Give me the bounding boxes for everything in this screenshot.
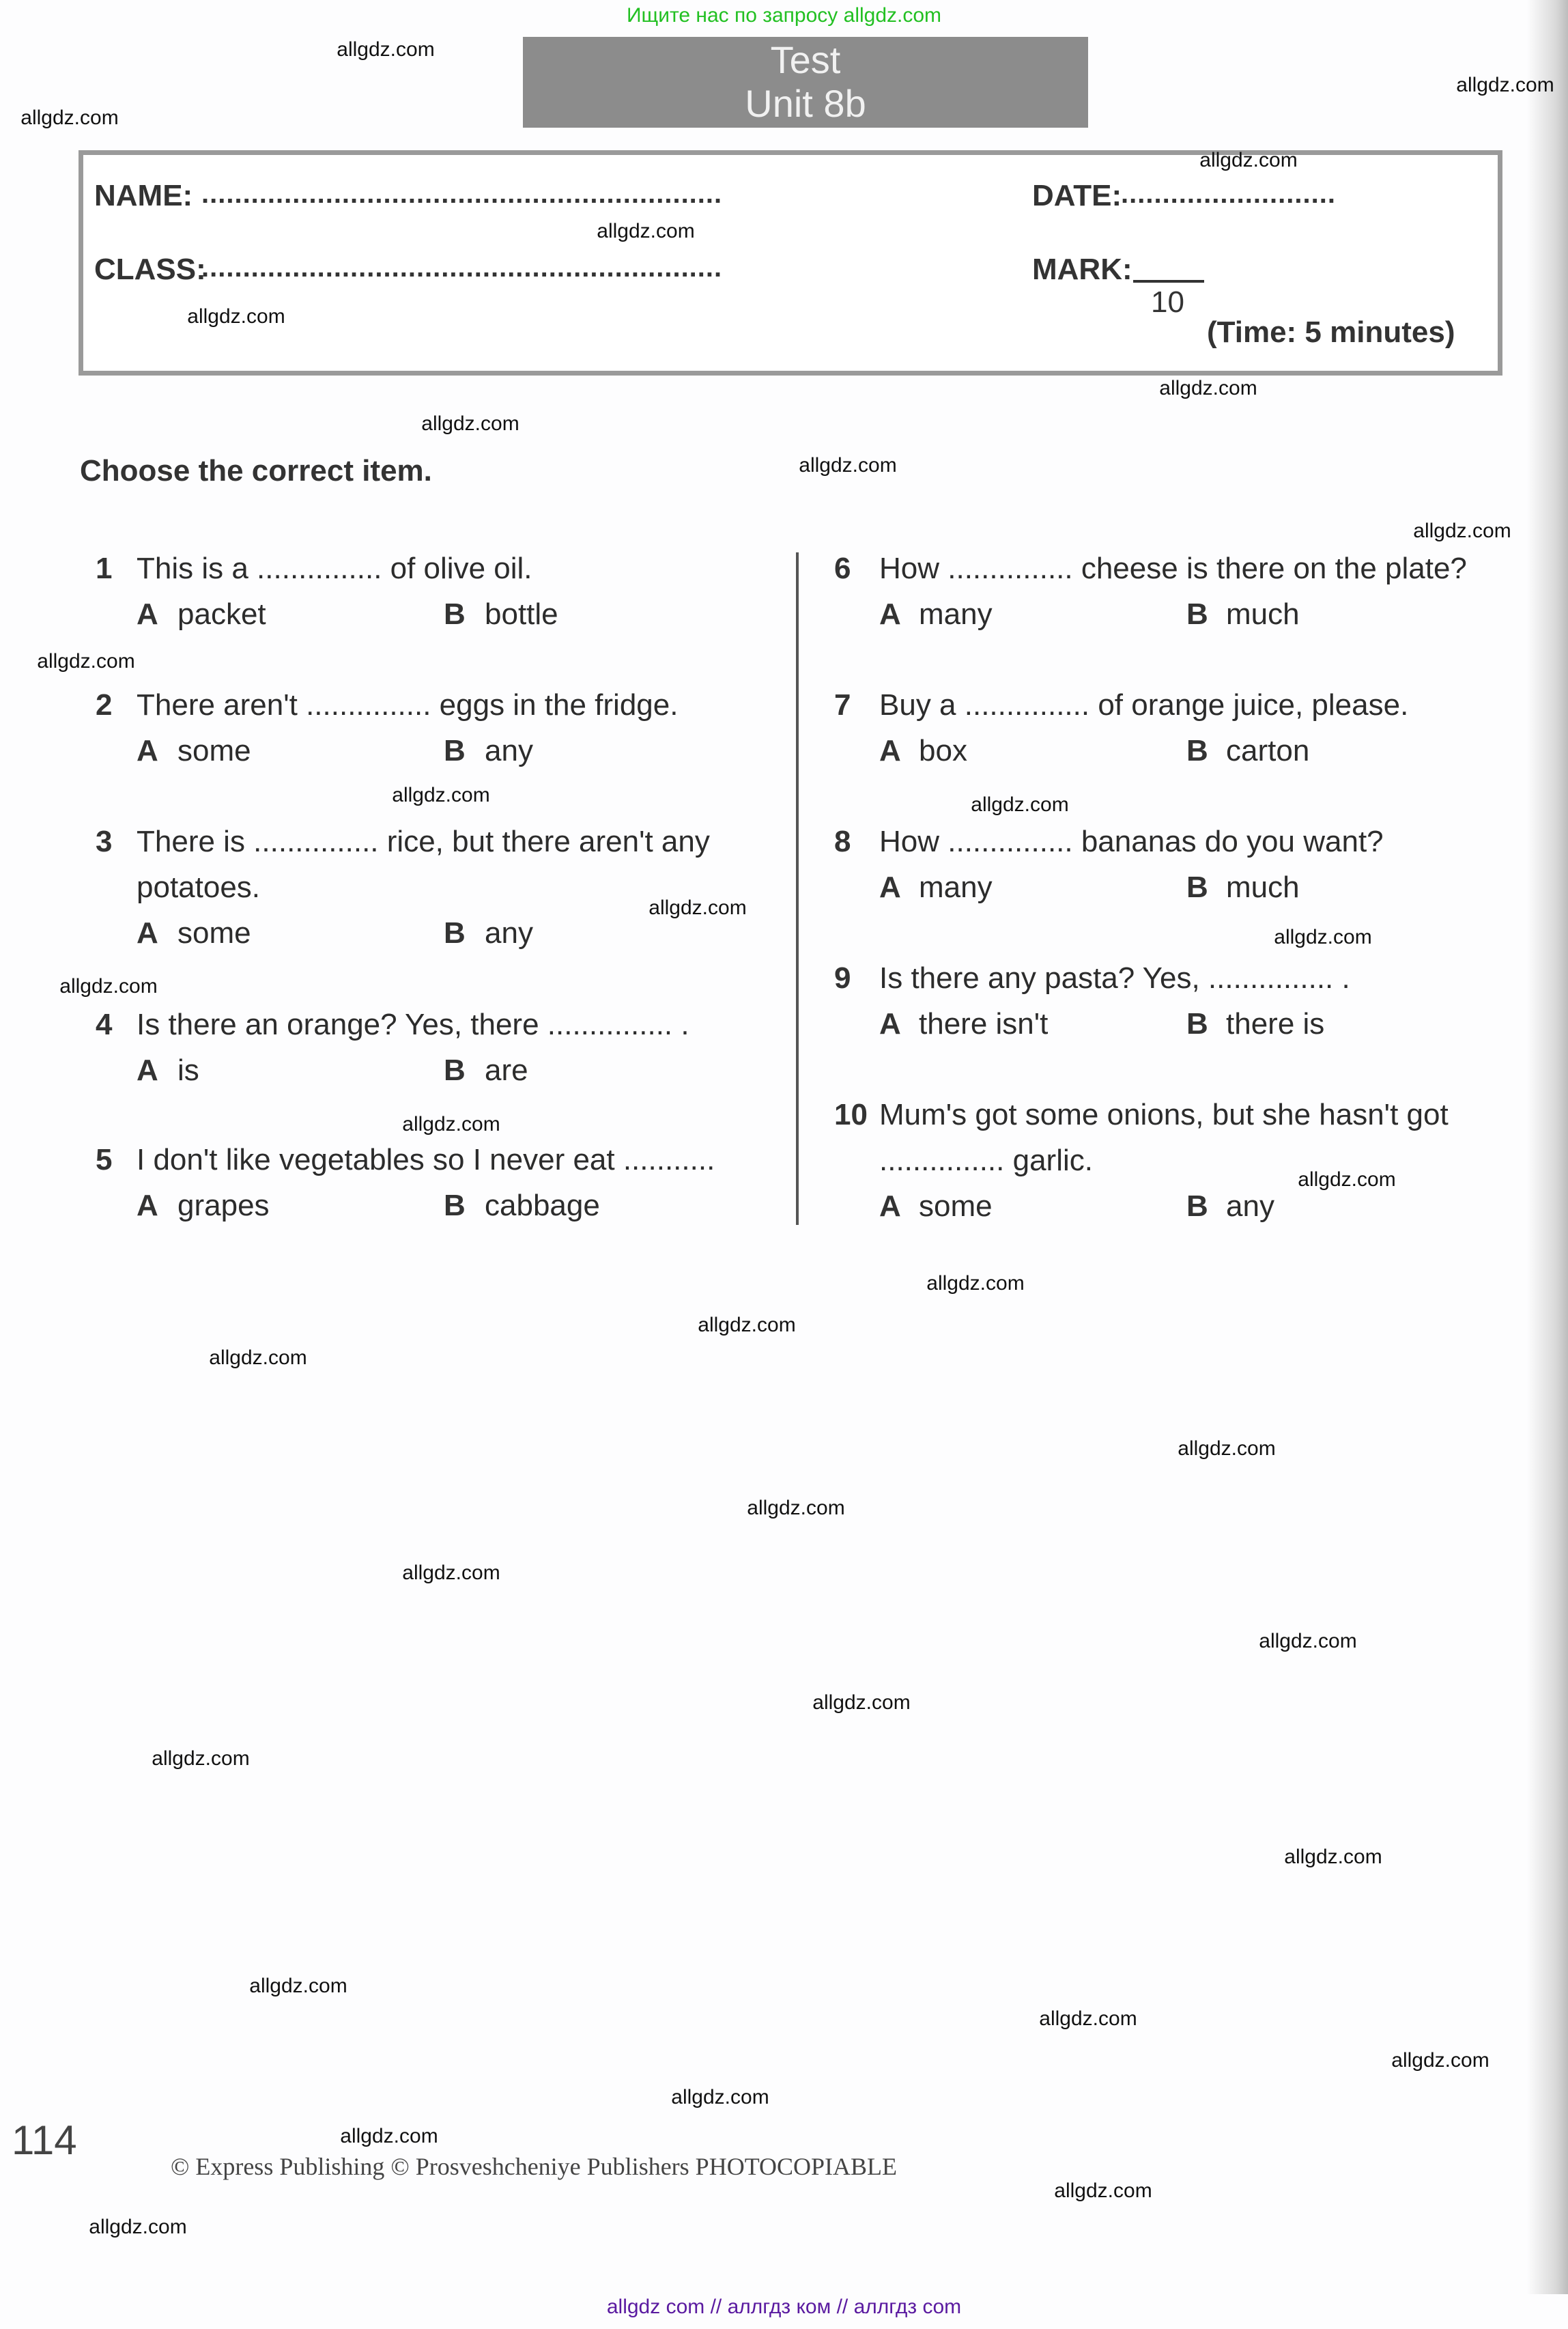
question-number: 7 bbox=[834, 688, 851, 722]
watermark: allgdz.com bbox=[402, 1562, 500, 1584]
page-edge-shadow bbox=[1527, 0, 1568, 2294]
option-b[interactable]: there is bbox=[1226, 1007, 1325, 1041]
watermark: allgdz.com bbox=[1298, 1168, 1396, 1191]
question-text: How ............... bananas do you want? bbox=[879, 825, 1384, 858]
option-a-letter[interactable]: A bbox=[879, 734, 901, 767]
title-line-2: Unit 8b bbox=[745, 82, 866, 125]
option-b-letter[interactable]: B bbox=[444, 1189, 466, 1222]
watermark: allgdz.com bbox=[1391, 2049, 1489, 2072]
watermark: allgdz.com bbox=[971, 793, 1069, 816]
question-number: 6 bbox=[834, 552, 851, 585]
option-b-letter[interactable]: B bbox=[1186, 1007, 1208, 1041]
option-a[interactable]: packet bbox=[177, 597, 266, 631]
page-number: 114 bbox=[12, 2117, 77, 2163]
option-b-letter[interactable]: B bbox=[444, 1054, 466, 1087]
watermark: allgdz.com bbox=[747, 1497, 845, 1519]
watermark: allgdz.com bbox=[1178, 1437, 1276, 1460]
watermark: allgdz.com bbox=[1039, 2007, 1137, 2030]
option-b[interactable]: any bbox=[485, 916, 533, 950]
option-a[interactable]: grapes bbox=[177, 1189, 270, 1222]
option-b-letter[interactable]: B bbox=[1186, 734, 1208, 767]
watermark: allgdz.com bbox=[1259, 1630, 1357, 1652]
question-text: Buy a ............... of orange juice, please. bbox=[879, 688, 1409, 722]
column-divider bbox=[796, 552, 799, 1225]
option-b[interactable]: much bbox=[1226, 871, 1300, 904]
watermark: allgdz.com bbox=[37, 650, 135, 673]
watermark: allgdz.com bbox=[1274, 926, 1372, 948]
watermark: allgdz.com bbox=[20, 107, 119, 129]
watermark: allgdz.com bbox=[337, 38, 435, 61]
question-number: 3 bbox=[96, 825, 113, 858]
option-a[interactable]: there isn't bbox=[919, 1007, 1049, 1041]
watermark: allgdz.com bbox=[392, 784, 490, 806]
option-b-letter[interactable]: B bbox=[444, 916, 466, 950]
option-b[interactable]: any bbox=[485, 734, 533, 767]
question-text: There aren't ............... eggs in the fridge. bbox=[137, 688, 679, 722]
watermark: allgdz.com bbox=[209, 1346, 307, 1369]
name-field[interactable]: ............................................................... bbox=[201, 179, 723, 209]
watermark: allgdz.com bbox=[799, 454, 897, 477]
question-number: 9 bbox=[834, 961, 851, 995]
question-text: Is there an orange? Yes, there ............... . bbox=[137, 1008, 689, 1041]
option-a[interactable]: box bbox=[919, 734, 967, 767]
option-a[interactable]: many bbox=[919, 597, 993, 631]
watermark: allgdz.com bbox=[402, 1113, 500, 1135]
question-text: Is there any pasta? Yes, ............... . bbox=[879, 961, 1350, 995]
option-a[interactable]: some bbox=[177, 734, 251, 767]
class-field[interactable]: ............................................................... bbox=[201, 253, 723, 283]
option-a-letter[interactable]: A bbox=[879, 1007, 901, 1041]
question-text: How ............... cheese is there on the plate? bbox=[879, 552, 1467, 585]
option-a[interactable]: many bbox=[919, 871, 993, 904]
date-label: DATE: bbox=[1032, 179, 1122, 212]
copyright: © Express Publishing © Prosveshcheniye Publishers PHOTOCOPIABLE bbox=[171, 2153, 898, 2180]
title-line-1: Test bbox=[770, 38, 841, 81]
question-number: 5 bbox=[96, 1143, 113, 1176]
question-number: 2 bbox=[96, 688, 113, 722]
mark-label: MARK: bbox=[1032, 253, 1132, 286]
option-b-letter[interactable]: B bbox=[1186, 1189, 1208, 1223]
question-text-continued: potatoes. bbox=[137, 871, 261, 904]
question-number: 1 bbox=[96, 552, 113, 585]
watermark: allgdz.com bbox=[249, 1975, 347, 1997]
option-a-letter[interactable]: A bbox=[879, 871, 901, 904]
watermark: allgdz.com bbox=[187, 305, 285, 328]
watermark: allgdz.com bbox=[812, 1691, 911, 1714]
watermark: allgdz.com bbox=[152, 1747, 250, 1770]
watermark: allgdz.com bbox=[1159, 377, 1257, 399]
time-limit: (Time: 5 minutes) bbox=[1207, 315, 1455, 349]
watermark: allgdz.com bbox=[1456, 74, 1554, 96]
watermark: allgdz.com bbox=[1284, 1846, 1382, 1868]
option-a-letter[interactable]: A bbox=[137, 916, 158, 950]
class-label: CLASS: bbox=[94, 253, 206, 286]
option-b[interactable]: cabbage bbox=[485, 1189, 600, 1222]
watermark: allgdz.com bbox=[1054, 2179, 1152, 2202]
watermark: allgdz.com bbox=[89, 2216, 187, 2238]
question-text: There is ............... rice, but there aren't any bbox=[137, 825, 710, 858]
watermark: allgdz.com bbox=[1413, 520, 1511, 542]
watermark: allgdz.com bbox=[340, 2125, 438, 2147]
option-b[interactable]: carton bbox=[1226, 734, 1310, 767]
question-text: This is a ............... of olive oil. bbox=[137, 552, 532, 585]
option-b[interactable]: much bbox=[1226, 597, 1300, 631]
test-title-box bbox=[523, 37, 1088, 128]
watermark: allgdz.com bbox=[671, 2086, 769, 2108]
mark-fraction-line bbox=[1133, 280, 1204, 283]
option-a[interactable]: some bbox=[919, 1189, 993, 1223]
watermark: allgdz.com bbox=[1199, 149, 1298, 171]
question-text: Mum's got some onions, but she hasn't got bbox=[879, 1098, 1449, 1131]
date-field[interactable]: .......................... bbox=[1121, 179, 1336, 209]
watermark: allgdz.com bbox=[698, 1314, 796, 1336]
header-link[interactable]: Ищите нас по запросу allgdz.com bbox=[626, 4, 942, 27]
option-b[interactable]: any bbox=[1226, 1189, 1274, 1223]
option-b-letter[interactable]: B bbox=[444, 734, 466, 767]
option-a-letter[interactable]: A bbox=[879, 1189, 901, 1223]
option-b-letter[interactable]: B bbox=[444, 597, 466, 631]
option-b[interactable]: are bbox=[485, 1054, 528, 1087]
instruction: Choose the correct item. bbox=[80, 454, 432, 488]
option-a[interactable]: is bbox=[177, 1054, 199, 1087]
name-label: NAME: bbox=[94, 179, 193, 212]
footer-link[interactable]: allgdz com // аллгдз ком // аллгдз com bbox=[606, 2296, 962, 2318]
question-number: 4 bbox=[96, 1008, 113, 1041]
mark-denominator: 10 bbox=[1151, 285, 1184, 319]
option-b[interactable]: bottle bbox=[485, 597, 558, 631]
option-a[interactable]: some bbox=[177, 916, 251, 950]
option-b-letter[interactable]: B bbox=[1186, 871, 1208, 904]
option-a-letter[interactable]: A bbox=[137, 597, 158, 631]
option-b-letter[interactable]: B bbox=[1186, 597, 1208, 631]
option-a-letter[interactable]: A bbox=[879, 597, 901, 631]
watermark: allgdz.com bbox=[926, 1272, 1025, 1295]
question-text: I don't like vegetables so I never eat ........... bbox=[137, 1143, 715, 1176]
option-a-letter[interactable]: A bbox=[137, 1054, 158, 1087]
watermark: allgdz.com bbox=[597, 220, 695, 242]
watermark: allgdz.com bbox=[421, 412, 519, 435]
watermark: allgdz.com bbox=[648, 897, 747, 919]
question-number: 10 bbox=[834, 1098, 868, 1131]
option-a-letter[interactable]: A bbox=[137, 734, 158, 767]
question-number: 8 bbox=[834, 825, 851, 858]
option-a-letter[interactable]: A bbox=[137, 1189, 158, 1222]
question-text-continued: ............... garlic. bbox=[879, 1144, 1093, 1177]
watermark: allgdz.com bbox=[59, 975, 158, 998]
